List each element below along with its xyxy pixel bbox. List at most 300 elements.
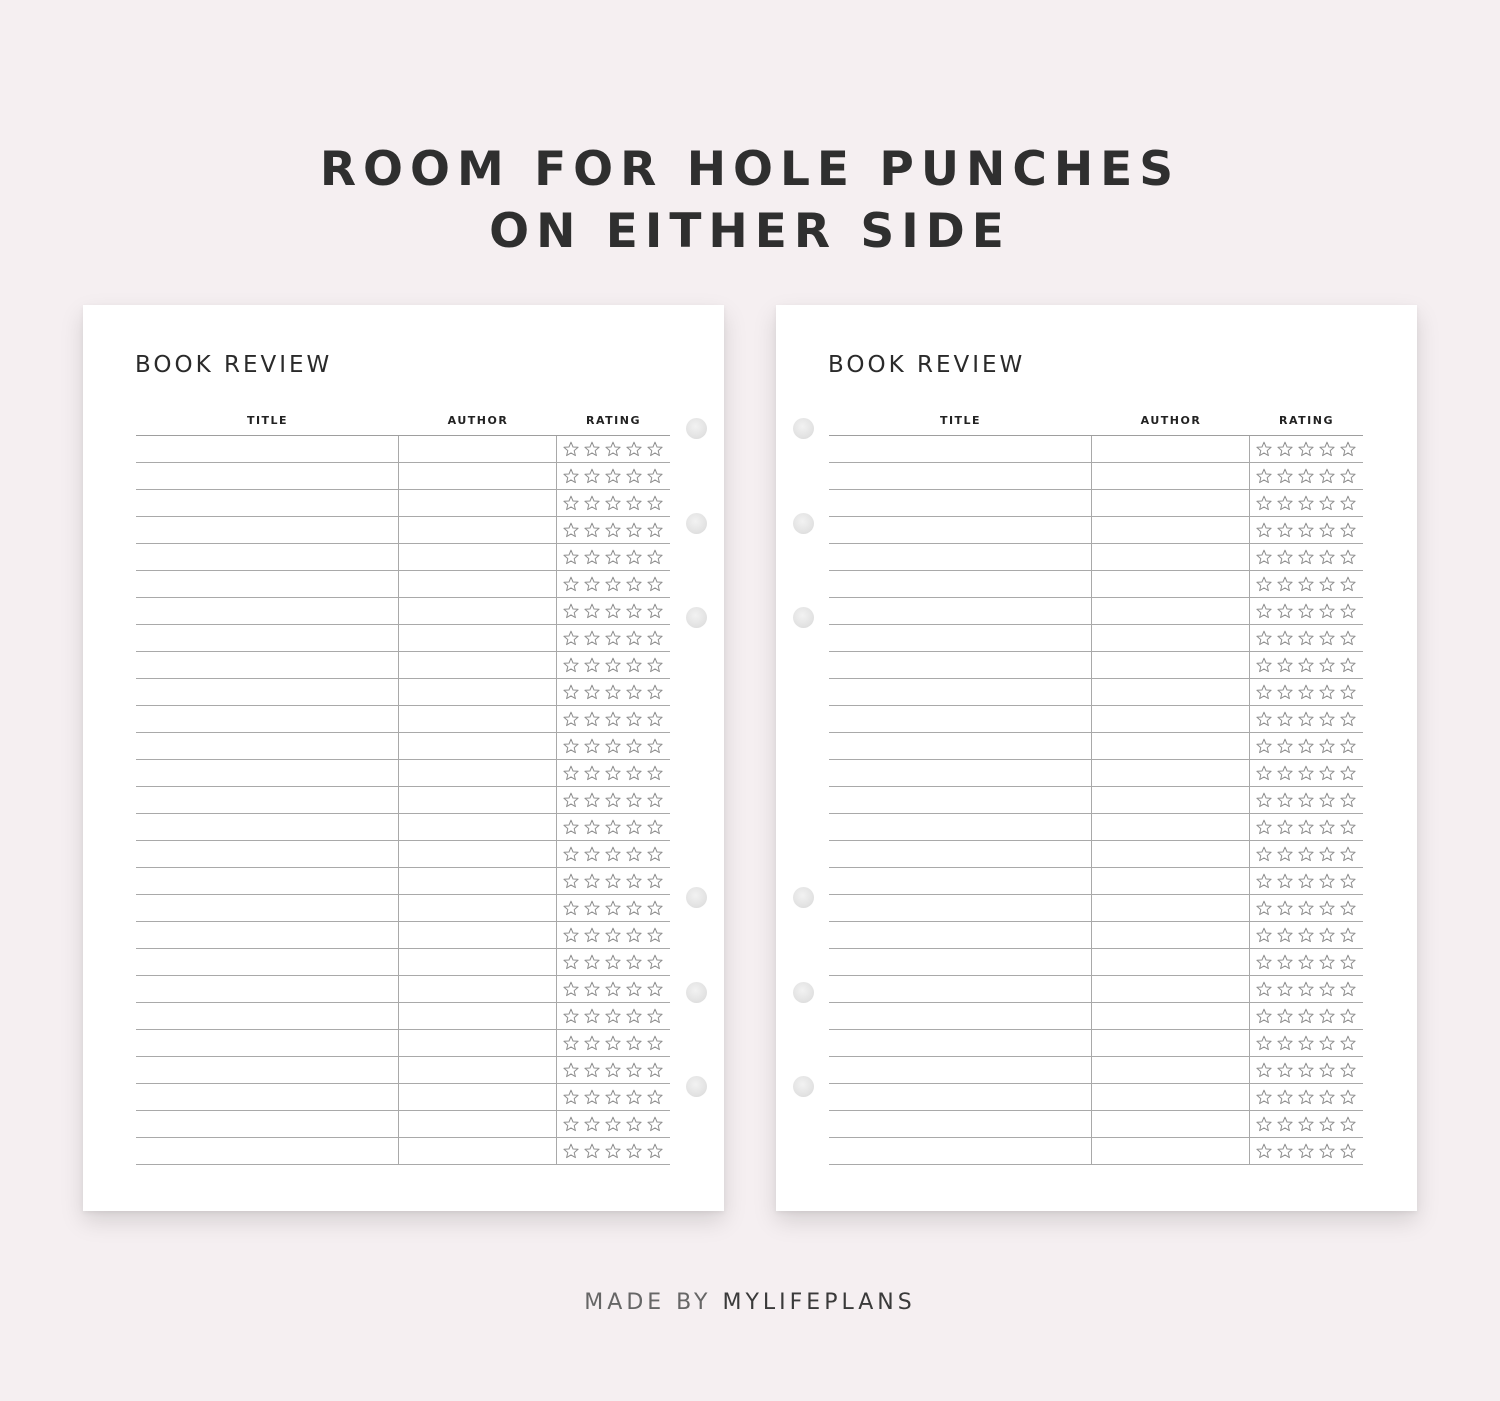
star-outline-icon — [1340, 846, 1356, 862]
table-row — [829, 787, 1363, 814]
rating-cell — [1250, 598, 1363, 624]
title-cell — [136, 1084, 399, 1110]
table-row — [829, 544, 1363, 571]
table-row — [136, 679, 670, 706]
star-outline-icon — [1319, 549, 1335, 565]
title-cell — [829, 1138, 1092, 1164]
star-outline-icon — [605, 981, 621, 997]
sheet-title: BOOK REVIEW — [135, 352, 333, 378]
star-outline-icon — [605, 1116, 621, 1132]
star-outline-icon — [563, 495, 579, 511]
star-outline-icon — [1319, 1143, 1335, 1159]
star-outline-icon — [626, 927, 642, 943]
author-cell — [1092, 760, 1250, 786]
star-outline-icon — [563, 792, 579, 808]
planner-sheet-right — [776, 305, 1417, 1211]
rating-cell — [1250, 868, 1363, 894]
rating-cell — [557, 436, 670, 462]
rating-cell — [557, 1030, 670, 1056]
star-outline-icon — [647, 738, 663, 754]
star-outline-icon — [626, 603, 642, 619]
punch-hole — [793, 418, 814, 439]
table-row — [829, 1138, 1363, 1165]
title-cell — [829, 760, 1092, 786]
author-cell — [1092, 436, 1250, 462]
title-cell — [136, 976, 399, 1002]
table-row — [829, 733, 1363, 760]
author-cell — [399, 841, 557, 867]
star-outline-icon — [1277, 657, 1293, 673]
star-outline-icon — [1319, 954, 1335, 970]
star-outline-icon — [626, 522, 642, 538]
table-row — [829, 571, 1363, 598]
star-outline-icon — [605, 657, 621, 673]
book-review-table — [829, 414, 1363, 1165]
star-outline-icon — [1298, 1008, 1314, 1024]
author-cell — [399, 868, 557, 894]
star-outline-icon — [584, 441, 600, 457]
star-outline-icon — [1256, 468, 1272, 484]
author-cell — [1092, 652, 1250, 678]
planner-sheet-left — [83, 305, 724, 1211]
star-outline-icon — [1340, 630, 1356, 646]
star-outline-icon — [1298, 765, 1314, 781]
headline — [0, 139, 1500, 263]
punch-hole — [686, 607, 707, 628]
star-outline-icon — [647, 819, 663, 835]
star-outline-icon — [605, 900, 621, 916]
rating-cell — [1250, 814, 1363, 840]
star-outline-icon — [605, 792, 621, 808]
headline-line-2: ON EITHER SIDE — [489, 204, 1011, 260]
author-cell — [1092, 1084, 1250, 1110]
star-outline-icon — [563, 1143, 579, 1159]
star-outline-icon — [563, 738, 579, 754]
star-outline-icon — [1340, 873, 1356, 889]
table-row — [829, 463, 1363, 490]
star-outline-icon — [1340, 1008, 1356, 1024]
author-cell — [1092, 868, 1250, 894]
rating-cell — [1250, 679, 1363, 705]
rating-cell — [557, 868, 670, 894]
title-cell — [829, 679, 1092, 705]
star-outline-icon — [1277, 954, 1293, 970]
rating-cell — [557, 841, 670, 867]
table-row — [136, 571, 670, 598]
star-outline-icon — [1340, 657, 1356, 673]
star-outline-icon — [1298, 1143, 1314, 1159]
star-outline-icon — [1319, 927, 1335, 943]
table-row — [136, 1111, 670, 1138]
table-row — [829, 1030, 1363, 1057]
column-header-rating: RATING — [586, 414, 641, 427]
star-outline-icon — [563, 441, 579, 457]
star-outline-icon — [647, 441, 663, 457]
star-outline-icon — [1277, 711, 1293, 727]
star-outline-icon — [584, 1008, 600, 1024]
star-outline-icon — [584, 1062, 600, 1078]
star-outline-icon — [1277, 630, 1293, 646]
table-row — [829, 976, 1363, 1003]
star-outline-icon — [1277, 495, 1293, 511]
star-outline-icon — [647, 900, 663, 916]
punch-hole — [686, 418, 707, 439]
rating-cell — [1250, 544, 1363, 570]
star-outline-icon — [1277, 981, 1293, 997]
star-outline-icon — [1340, 1035, 1356, 1051]
star-outline-icon — [1298, 927, 1314, 943]
star-outline-icon — [1256, 792, 1272, 808]
title-cell — [136, 625, 399, 651]
star-outline-icon — [1277, 765, 1293, 781]
star-outline-icon — [626, 981, 642, 997]
rating-cell — [1250, 706, 1363, 732]
title-cell — [829, 868, 1092, 894]
footer-brand: MYLIFEPLANS — [722, 1290, 916, 1315]
star-outline-icon — [1319, 630, 1335, 646]
title-cell — [136, 571, 399, 597]
star-outline-icon — [1256, 549, 1272, 565]
title-cell — [136, 1057, 399, 1083]
star-outline-icon — [647, 792, 663, 808]
star-outline-icon — [647, 765, 663, 781]
table-row — [136, 760, 670, 787]
author-cell — [399, 598, 557, 624]
title-cell — [136, 895, 399, 921]
title-cell — [829, 436, 1092, 462]
table-row — [829, 436, 1363, 463]
rating-cell — [1250, 1003, 1363, 1029]
star-outline-icon — [647, 657, 663, 673]
star-outline-icon — [1340, 819, 1356, 835]
star-outline-icon — [1319, 522, 1335, 538]
star-outline-icon — [1256, 1116, 1272, 1132]
star-outline-icon — [605, 441, 621, 457]
star-outline-icon — [1319, 792, 1335, 808]
star-outline-icon — [1277, 738, 1293, 754]
punch-hole — [686, 513, 707, 534]
author-cell — [399, 625, 557, 651]
star-outline-icon — [626, 765, 642, 781]
table-row — [136, 544, 670, 571]
star-outline-icon — [1256, 657, 1272, 673]
punch-hole — [686, 887, 707, 908]
author-cell — [1092, 1003, 1250, 1029]
star-outline-icon — [563, 657, 579, 673]
table-row — [829, 490, 1363, 517]
star-outline-icon — [1298, 684, 1314, 700]
author-cell — [399, 679, 557, 705]
rating-cell — [1250, 733, 1363, 759]
table-row — [829, 841, 1363, 868]
rating-cell — [557, 922, 670, 948]
star-outline-icon — [647, 1116, 663, 1132]
star-outline-icon — [626, 630, 642, 646]
star-outline-icon — [626, 1089, 642, 1105]
star-outline-icon — [563, 576, 579, 592]
table-row — [829, 949, 1363, 976]
star-outline-icon — [1298, 738, 1314, 754]
table-row — [136, 490, 670, 517]
rating-cell — [557, 733, 670, 759]
title-cell — [136, 868, 399, 894]
star-outline-icon — [1340, 1143, 1356, 1159]
star-outline-icon — [1277, 792, 1293, 808]
footer-prefix: MADE BY — [584, 1290, 723, 1315]
author-cell — [399, 544, 557, 570]
table-row — [136, 1138, 670, 1165]
title-cell — [136, 679, 399, 705]
author-cell — [1092, 679, 1250, 705]
author-cell — [399, 1003, 557, 1029]
author-cell — [399, 436, 557, 462]
star-outline-icon — [647, 1089, 663, 1105]
star-outline-icon — [1340, 981, 1356, 997]
star-outline-icon — [584, 954, 600, 970]
star-outline-icon — [584, 522, 600, 538]
star-outline-icon — [647, 1062, 663, 1078]
author-cell — [1092, 922, 1250, 948]
star-outline-icon — [626, 792, 642, 808]
star-outline-icon — [1256, 711, 1272, 727]
star-outline-icon — [626, 738, 642, 754]
star-outline-icon — [1298, 846, 1314, 862]
author-cell — [399, 976, 557, 1002]
author-cell — [399, 760, 557, 786]
star-outline-icon — [1319, 1035, 1335, 1051]
star-outline-icon — [1340, 1062, 1356, 1078]
punch-hole — [793, 982, 814, 1003]
star-outline-icon — [584, 873, 600, 889]
rating-cell — [557, 463, 670, 489]
rating-cell — [557, 544, 670, 570]
author-cell — [1092, 490, 1250, 516]
table-row — [136, 733, 670, 760]
table-row — [136, 625, 670, 652]
star-outline-icon — [1298, 468, 1314, 484]
table-row — [829, 652, 1363, 679]
table-row — [829, 598, 1363, 625]
star-outline-icon — [647, 981, 663, 997]
author-cell — [1092, 625, 1250, 651]
star-outline-icon — [563, 684, 579, 700]
rating-cell — [1250, 1030, 1363, 1056]
table-row — [136, 922, 670, 949]
author-cell — [1092, 598, 1250, 624]
star-outline-icon — [1319, 576, 1335, 592]
star-outline-icon — [1277, 522, 1293, 538]
table-row — [829, 679, 1363, 706]
star-outline-icon — [626, 468, 642, 484]
star-outline-icon — [584, 981, 600, 997]
headline-line-1: ROOM FOR HOLE PUNCHES — [319, 142, 1181, 198]
star-outline-icon — [626, 576, 642, 592]
author-cell — [399, 949, 557, 975]
punch-hole — [793, 607, 814, 628]
column-header-title: TITLE — [939, 414, 982, 427]
star-outline-icon — [605, 1008, 621, 1024]
star-outline-icon — [647, 549, 663, 565]
title-cell — [829, 1030, 1092, 1056]
star-outline-icon — [1256, 603, 1272, 619]
star-outline-icon — [1277, 1035, 1293, 1051]
rating-cell — [1250, 652, 1363, 678]
star-outline-icon — [563, 603, 579, 619]
star-outline-icon — [563, 1008, 579, 1024]
star-outline-icon — [1256, 738, 1272, 754]
rating-cell — [1250, 949, 1363, 975]
star-outline-icon — [1340, 738, 1356, 754]
star-outline-icon — [1340, 576, 1356, 592]
rating-cell — [557, 814, 670, 840]
star-outline-icon — [626, 684, 642, 700]
title-cell — [829, 490, 1092, 516]
star-outline-icon — [1340, 495, 1356, 511]
title-cell — [136, 706, 399, 732]
title-cell — [136, 1138, 399, 1164]
star-outline-icon — [626, 1035, 642, 1051]
star-outline-icon — [647, 522, 663, 538]
rating-cell — [1250, 841, 1363, 867]
punch-hole — [686, 1076, 707, 1097]
star-outline-icon — [1256, 630, 1272, 646]
rating-cell — [1250, 976, 1363, 1002]
star-outline-icon — [1298, 495, 1314, 511]
star-outline-icon — [605, 711, 621, 727]
title-cell — [829, 895, 1092, 921]
star-outline-icon — [563, 873, 579, 889]
star-outline-icon — [563, 819, 579, 835]
star-outline-icon — [626, 1116, 642, 1132]
title-cell — [136, 1003, 399, 1029]
column-header-author: AUTHOR — [447, 414, 509, 427]
star-outline-icon — [1319, 873, 1335, 889]
star-outline-icon — [605, 468, 621, 484]
star-outline-icon — [1340, 954, 1356, 970]
table-row — [136, 949, 670, 976]
author-cell — [399, 490, 557, 516]
star-outline-icon — [584, 792, 600, 808]
star-outline-icon — [1298, 630, 1314, 646]
star-outline-icon — [626, 873, 642, 889]
star-outline-icon — [1256, 846, 1272, 862]
rating-cell — [1250, 1084, 1363, 1110]
author-cell — [399, 733, 557, 759]
table-body — [136, 436, 670, 1165]
star-outline-icon — [563, 1116, 579, 1132]
star-outline-icon — [605, 1143, 621, 1159]
star-outline-icon — [563, 927, 579, 943]
star-outline-icon — [1277, 576, 1293, 592]
star-outline-icon — [1277, 873, 1293, 889]
star-outline-icon — [1256, 1008, 1272, 1024]
rating-cell — [1250, 463, 1363, 489]
star-outline-icon — [1340, 549, 1356, 565]
author-cell — [1092, 517, 1250, 543]
author-cell — [399, 706, 557, 732]
table-row — [136, 517, 670, 544]
title-cell — [136, 463, 399, 489]
star-outline-icon — [1256, 684, 1272, 700]
star-outline-icon — [605, 522, 621, 538]
table-row — [136, 1030, 670, 1057]
rating-cell — [557, 652, 670, 678]
author-cell — [1092, 814, 1250, 840]
table-header — [136, 414, 670, 436]
star-outline-icon — [1277, 549, 1293, 565]
star-outline-icon — [647, 927, 663, 943]
star-outline-icon — [605, 1035, 621, 1051]
star-outline-icon — [563, 1062, 579, 1078]
rating-cell — [557, 976, 670, 1002]
star-outline-icon — [1319, 684, 1335, 700]
star-outline-icon — [626, 441, 642, 457]
star-outline-icon — [584, 630, 600, 646]
title-cell — [136, 814, 399, 840]
star-outline-icon — [1319, 603, 1335, 619]
title-cell — [829, 1111, 1092, 1137]
star-outline-icon — [1340, 792, 1356, 808]
author-cell — [1092, 544, 1250, 570]
author-cell — [399, 895, 557, 921]
star-outline-icon — [1256, 873, 1272, 889]
star-outline-icon — [626, 711, 642, 727]
star-outline-icon — [647, 846, 663, 862]
rating-cell — [1250, 436, 1363, 462]
star-outline-icon — [1277, 1143, 1293, 1159]
star-outline-icon — [1298, 873, 1314, 889]
author-cell — [1092, 949, 1250, 975]
table-row — [829, 868, 1363, 895]
table-row — [829, 922, 1363, 949]
table-row — [136, 706, 670, 733]
author-cell — [1092, 895, 1250, 921]
rating-cell — [557, 679, 670, 705]
author-cell — [1092, 1138, 1250, 1164]
rating-cell — [557, 490, 670, 516]
rating-cell — [1250, 760, 1363, 786]
star-outline-icon — [1277, 927, 1293, 943]
author-cell — [399, 652, 557, 678]
star-outline-icon — [647, 495, 663, 511]
star-outline-icon — [1277, 1062, 1293, 1078]
title-cell — [136, 949, 399, 975]
star-outline-icon — [1298, 1062, 1314, 1078]
star-outline-icon — [1256, 900, 1272, 916]
star-outline-icon — [647, 576, 663, 592]
rating-cell — [1250, 787, 1363, 813]
author-cell — [1092, 1057, 1250, 1083]
star-outline-icon — [584, 1089, 600, 1105]
star-outline-icon — [584, 549, 600, 565]
star-outline-icon — [1319, 846, 1335, 862]
star-outline-icon — [647, 603, 663, 619]
column-header-rating: RATING — [1279, 414, 1334, 427]
star-outline-icon — [1319, 1008, 1335, 1024]
star-outline-icon — [1256, 1089, 1272, 1105]
star-outline-icon — [1298, 1035, 1314, 1051]
star-outline-icon — [584, 765, 600, 781]
table-row — [136, 436, 670, 463]
rating-cell — [557, 787, 670, 813]
rating-cell — [557, 517, 670, 543]
author-cell — [399, 814, 557, 840]
rating-cell — [557, 625, 670, 651]
star-outline-icon — [563, 630, 579, 646]
author-cell — [399, 517, 557, 543]
star-outline-icon — [1340, 900, 1356, 916]
star-outline-icon — [1298, 1089, 1314, 1105]
